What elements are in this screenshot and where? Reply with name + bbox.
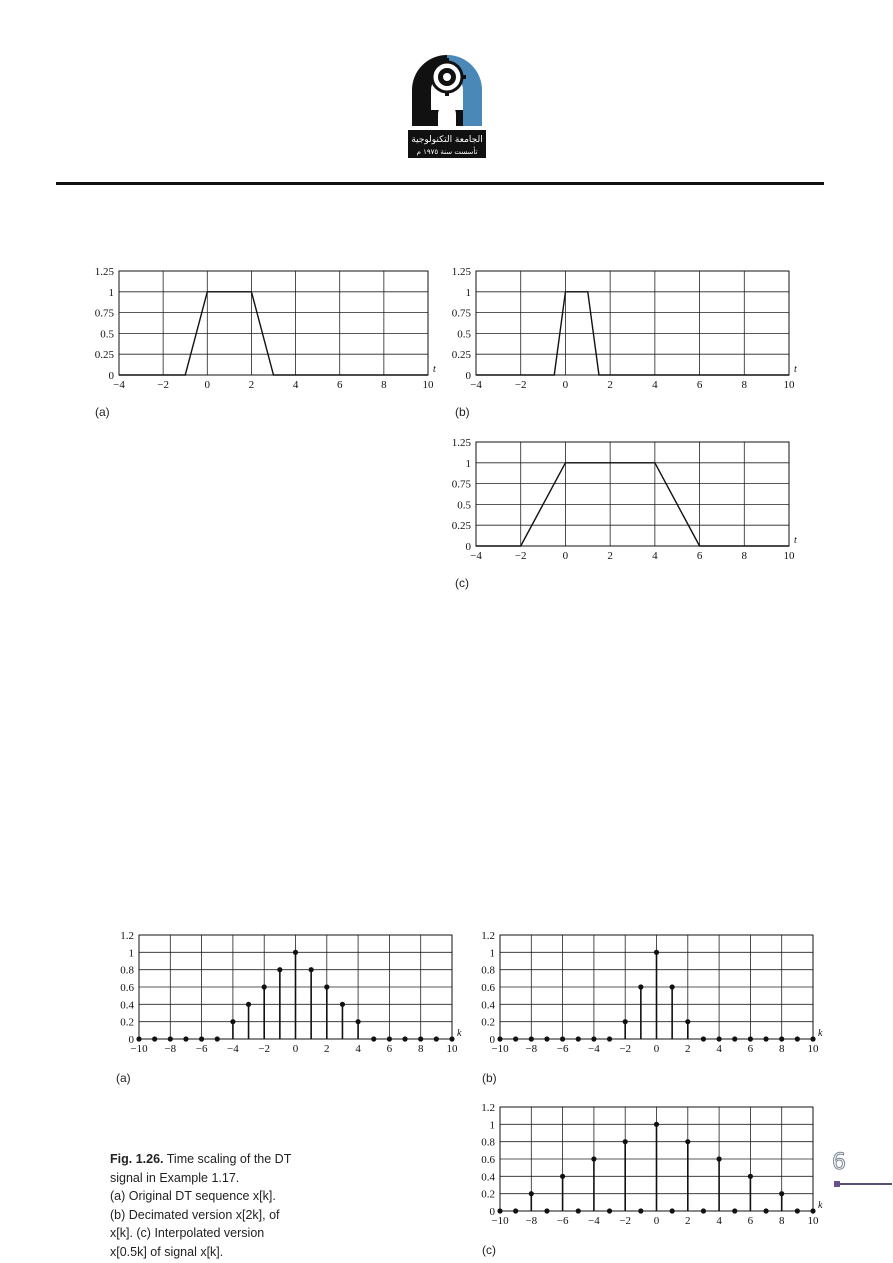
x-tick-label: 2 bbox=[324, 1043, 330, 1055]
x-tick-label: 2 bbox=[248, 379, 255, 391]
x-axis-label: t bbox=[794, 364, 797, 375]
y-tick-label: 1 bbox=[465, 286, 471, 299]
x-tick-label: 10 bbox=[783, 550, 795, 562]
x-tick-label: 4 bbox=[652, 379, 658, 391]
y-tick-label: 0.5 bbox=[100, 328, 114, 341]
panel-label-dt-c: (c) bbox=[482, 1243, 496, 1257]
caption-line: signal in Example 1.17. bbox=[110, 1170, 240, 1185]
x-tick-label: 10 bbox=[783, 379, 795, 391]
x-tick-label: −2 bbox=[514, 379, 527, 391]
page-number-marker bbox=[834, 1181, 840, 1187]
y-tick-label: 0.4 bbox=[120, 999, 134, 1012]
stem-marker bbox=[810, 1208, 815, 1213]
x-tick-label: 4 bbox=[292, 379, 299, 391]
y-tick-label: 1.25 bbox=[451, 266, 471, 278]
x-tick-label: 10 bbox=[422, 379, 434, 391]
y-tick-label: 0.75 bbox=[451, 478, 471, 491]
stem-marker bbox=[623, 1139, 628, 1144]
y-tick-label: 0.5 bbox=[457, 328, 471, 341]
x-tick-label: −6 bbox=[195, 1043, 208, 1055]
panel-label-ct-b: (b) bbox=[455, 405, 470, 419]
x-tick-label: 6 bbox=[696, 550, 703, 562]
y-tick-label: 0 bbox=[108, 370, 114, 382]
y-tick-label: 1 bbox=[489, 947, 495, 960]
x-tick-label: −4 bbox=[227, 1043, 239, 1055]
x-tick-label: 0 bbox=[562, 379, 569, 391]
y-tick-label: 0.5 bbox=[457, 499, 471, 512]
x-axis-label: k bbox=[818, 1200, 823, 1211]
y-tick-label: 1 bbox=[489, 1119, 495, 1132]
x-tick-label: 0 bbox=[204, 379, 211, 391]
y-tick-label: 0.2 bbox=[481, 1016, 495, 1029]
y-tick-label: 0 bbox=[489, 1034, 495, 1046]
stem-marker bbox=[763, 1208, 768, 1213]
x-tick-label: 0 bbox=[653, 1043, 660, 1055]
caption-line: (b) Decimated version x[2k], of bbox=[110, 1207, 280, 1222]
x-tick-label: −10 bbox=[491, 1043, 509, 1055]
x-tick-label: −8 bbox=[525, 1043, 538, 1055]
y-tick-label: 0.4 bbox=[481, 999, 495, 1012]
figure-caption bbox=[110, 1150, 320, 1261]
y-tick-label: 1.2 bbox=[481, 930, 495, 942]
x-tick-label: −4 bbox=[588, 1215, 600, 1227]
x-tick-label: −4 bbox=[113, 379, 125, 391]
x-tick-label: −2 bbox=[619, 1215, 632, 1227]
x-tick-label: 0 bbox=[562, 550, 569, 562]
x-tick-label: −6 bbox=[556, 1215, 569, 1227]
y-tick-label: 0.8 bbox=[481, 1136, 495, 1149]
caption-line: (a) Original DT sequence x[k]. bbox=[110, 1189, 276, 1203]
caption-figure-number: Fig. 1.26. bbox=[110, 1152, 164, 1166]
y-tick-label: 1 bbox=[108, 286, 114, 299]
y-tick-label: 0.2 bbox=[120, 1016, 134, 1029]
panel-label-ct-a: (a) bbox=[95, 405, 110, 419]
x-tick-label: 6 bbox=[747, 1043, 754, 1055]
x-axis-label: t bbox=[794, 535, 797, 546]
x-axis-label: k bbox=[818, 1028, 823, 1039]
x-tick-label: −4 bbox=[470, 379, 482, 391]
x-tick-label: −2 bbox=[258, 1043, 271, 1055]
y-tick-label: 0.25 bbox=[451, 349, 471, 362]
x-tick-label: 8 bbox=[778, 1043, 785, 1055]
stem-marker bbox=[748, 1174, 753, 1179]
stem-marker bbox=[497, 1208, 502, 1213]
page-number: 6 bbox=[832, 1150, 847, 1175]
x-tick-label: 8 bbox=[417, 1043, 424, 1055]
y-tick-label: 0 bbox=[128, 1034, 134, 1046]
y-tick-label: 0.75 bbox=[94, 307, 114, 320]
x-tick-label: 6 bbox=[696, 379, 703, 391]
x-tick-label: 4 bbox=[652, 550, 658, 562]
caption-line: Time scaling of the DT bbox=[166, 1152, 292, 1166]
y-tick-label: 0.8 bbox=[120, 964, 134, 977]
x-tick-label: −8 bbox=[164, 1043, 177, 1055]
page-number-rule bbox=[834, 1183, 892, 1185]
caption-line: x[0.5k] of signal x[k]. bbox=[110, 1244, 224, 1259]
y-tick-label: 0.6 bbox=[481, 982, 495, 994]
x-tick-label: 10 bbox=[446, 1043, 458, 1055]
y-tick-label: 0.2 bbox=[481, 1188, 495, 1201]
stem-marker bbox=[560, 1174, 565, 1179]
stem-marker bbox=[654, 1122, 659, 1127]
x-tick-label: −4 bbox=[588, 1043, 600, 1055]
y-tick-label: 0 bbox=[465, 370, 471, 382]
stem-marker bbox=[607, 1208, 612, 1213]
y-tick-label: 1.25 bbox=[94, 266, 114, 278]
x-tick-label: 6 bbox=[747, 1215, 754, 1227]
y-tick-label: 1.2 bbox=[120, 930, 134, 942]
x-tick-label: 4 bbox=[355, 1043, 361, 1055]
x-tick-label: −8 bbox=[525, 1215, 538, 1227]
x-tick-label: −4 bbox=[470, 550, 482, 562]
stem-marker bbox=[544, 1208, 549, 1213]
stem-marker bbox=[701, 1208, 706, 1213]
stem-marker bbox=[513, 1208, 518, 1213]
logo-text-line2: تأسست سنة ١٩٧٥ م bbox=[416, 148, 478, 156]
x-tick-label: −10 bbox=[491, 1215, 509, 1227]
x-tick-label: 8 bbox=[741, 379, 748, 391]
panel-label-dt-b: (b) bbox=[482, 1071, 497, 1085]
y-tick-label: 1.25 bbox=[451, 437, 471, 449]
y-tick-label: 0.75 bbox=[451, 307, 471, 320]
stem-marker bbox=[732, 1208, 737, 1213]
x-tick-label: 6 bbox=[336, 379, 343, 391]
x-tick-label: 10 bbox=[807, 1215, 819, 1227]
x-tick-label: 10 bbox=[807, 1043, 819, 1055]
x-tick-label: 8 bbox=[778, 1215, 785, 1227]
y-tick-label: 0.4 bbox=[481, 1171, 495, 1184]
x-tick-label: 6 bbox=[386, 1043, 393, 1055]
stem-marker bbox=[638, 1208, 643, 1213]
y-tick-label: 1 bbox=[128, 947, 134, 960]
y-tick-label: 1.2 bbox=[481, 1102, 495, 1114]
x-tick-label: 0 bbox=[292, 1043, 299, 1055]
x-tick-label: −10 bbox=[130, 1043, 148, 1055]
x-tick-label: 2 bbox=[685, 1043, 691, 1055]
x-tick-label: 2 bbox=[685, 1215, 691, 1227]
stem-marker bbox=[717, 1156, 722, 1161]
logo-text-line1: الجامعة التكنولوجية bbox=[411, 135, 483, 145]
x-tick-label: 2 bbox=[607, 379, 613, 391]
panel-label-ct-c: (c) bbox=[455, 576, 469, 590]
x-tick-label: −2 bbox=[157, 379, 170, 391]
y-tick-label: 0.6 bbox=[120, 982, 134, 994]
x-tick-label: −2 bbox=[514, 550, 527, 562]
x-axis-label: t bbox=[433, 364, 436, 375]
x-tick-label: 4 bbox=[716, 1215, 722, 1227]
y-tick-label: 1 bbox=[465, 457, 471, 470]
stem-marker bbox=[670, 1208, 675, 1213]
x-tick-label: −6 bbox=[556, 1043, 569, 1055]
y-tick-label: 0.6 bbox=[481, 1154, 495, 1166]
panel-label-dt-a: (a) bbox=[116, 1071, 131, 1085]
x-tick-label: 8 bbox=[381, 379, 387, 391]
y-tick-label: 0.25 bbox=[451, 520, 471, 533]
stem-marker bbox=[795, 1208, 800, 1213]
y-tick-label: 0 bbox=[465, 541, 471, 553]
y-tick-label: 0.8 bbox=[481, 964, 495, 977]
y-tick-label: 0 bbox=[489, 1206, 495, 1218]
x-tick-label: 8 bbox=[741, 550, 748, 562]
stem-marker bbox=[685, 1139, 690, 1144]
stem-marker bbox=[591, 1156, 596, 1161]
stem-marker bbox=[576, 1208, 581, 1213]
caption-line: x[k]. (c) Interpolated version bbox=[110, 1226, 265, 1240]
x-axis-label: k bbox=[457, 1028, 462, 1039]
stem-marker bbox=[779, 1191, 784, 1196]
x-tick-label: 4 bbox=[716, 1043, 722, 1055]
x-tick-label: 0 bbox=[653, 1215, 660, 1227]
stem-marker bbox=[529, 1191, 534, 1196]
y-tick-label: 0.25 bbox=[94, 349, 114, 362]
x-tick-label: 2 bbox=[607, 550, 613, 562]
x-tick-label: −2 bbox=[619, 1043, 632, 1055]
